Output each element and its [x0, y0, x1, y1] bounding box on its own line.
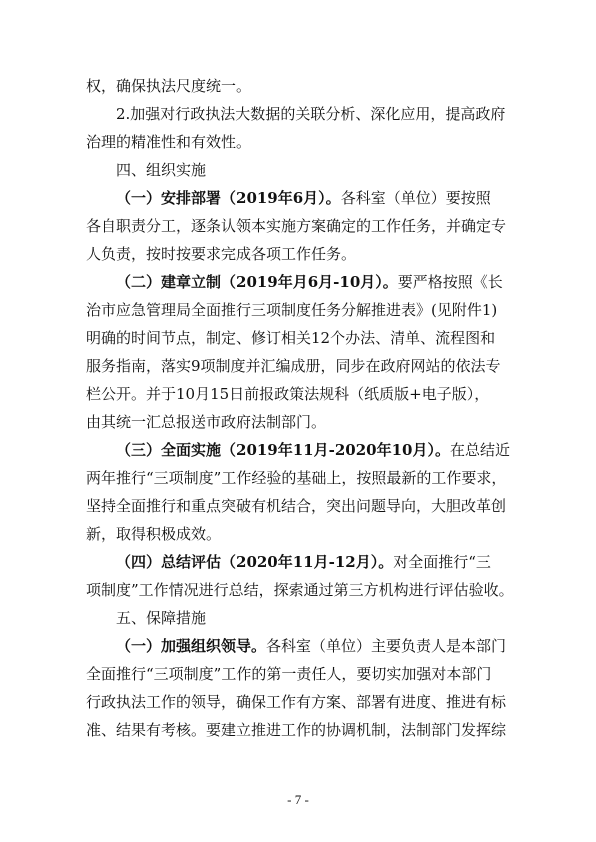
text-run: 在总结近 [449, 441, 510, 459]
body-text [86, 72, 524, 744]
section-heading: 五、保障措施 [116, 609, 207, 627]
section-heading: 四、组织实施 [116, 161, 207, 179]
text-line: 服务指南，落实9项制度并汇编成册，同步在政府网站的依法专 [86, 357, 501, 375]
text-line [86, 548, 524, 576]
text-line [86, 268, 524, 296]
text-run: 要严格按照《长 [397, 273, 503, 291]
page-number: - 7 - [287, 792, 309, 807]
subsection-lead: （四）总结评估（2020年11月-12月）。 [116, 553, 394, 571]
text-line: 新，取得积极成效。 [86, 525, 222, 543]
subsection-lead: （一）安排部署（2019年6月）。 [116, 189, 341, 207]
text-line [86, 632, 524, 660]
text-line: 项制度”工作情况进行总结，探索通过第三方机构进行评估验收。 [86, 581, 514, 599]
text-line: 各自职责分工，逐条认领本实施方案确定的工作任务，并确定专 [86, 217, 507, 235]
text-line: 2.加强对行政执法大数据的关联分析、深化应用，提高政府 [116, 105, 506, 123]
subsection-lead: （一）加强组织领导。 [116, 637, 267, 655]
text-line: 人负责，按时按要求完成各项工作任务。 [86, 245, 357, 263]
text-line: 两年推行“三项制度”工作经验的基础上，按照最新的工作要求， [86, 469, 507, 487]
text-line [86, 436, 524, 464]
text-line: 治市应急管理局全面推行三项制度任务分解推进表》(见附件1) [86, 301, 498, 319]
text-line: 栏公开。并于10月15日前报政策法规科（纸质版+电子版）， [86, 385, 490, 403]
text-line: 坚持全面推行和重点突破有机结合，突出问题导向，大胆改革创 [86, 497, 507, 515]
text-line: 权，确保执法尺度统一。 [86, 77, 252, 95]
text-line: 明确的时间节点，制定、修订相关12个办法、清单、流程图和 [86, 329, 496, 347]
text-run: 各科室（单位）要按照 [340, 189, 491, 207]
text-line: 全面推行“三项制度”工作的第一责任人，要切实加强对本部门 [86, 665, 492, 683]
text-line [86, 184, 524, 212]
text-run: 各科室（单位）主要负责人是本部门 [266, 637, 507, 655]
text-line: 行政执法工作的领导，确保工作有方案、部署有进度、推进有标 [86, 693, 507, 711]
text-line: 准、结果有考核。要建立推进工作的协调机制，法制部门发挥综 [86, 721, 507, 739]
subsection-lead: （二）建章立制（2019年月6月-10月）。 [116, 273, 398, 291]
subsection-lead: （三）全面实施（2019年11月-2020年10月）。 [116, 441, 450, 459]
text-run: 对全面推行“三 [393, 553, 491, 571]
text-line: 治理的精准性和有效性。 [86, 133, 252, 151]
text-line: 由其统一汇总报送市政府法制部门。 [86, 413, 327, 431]
